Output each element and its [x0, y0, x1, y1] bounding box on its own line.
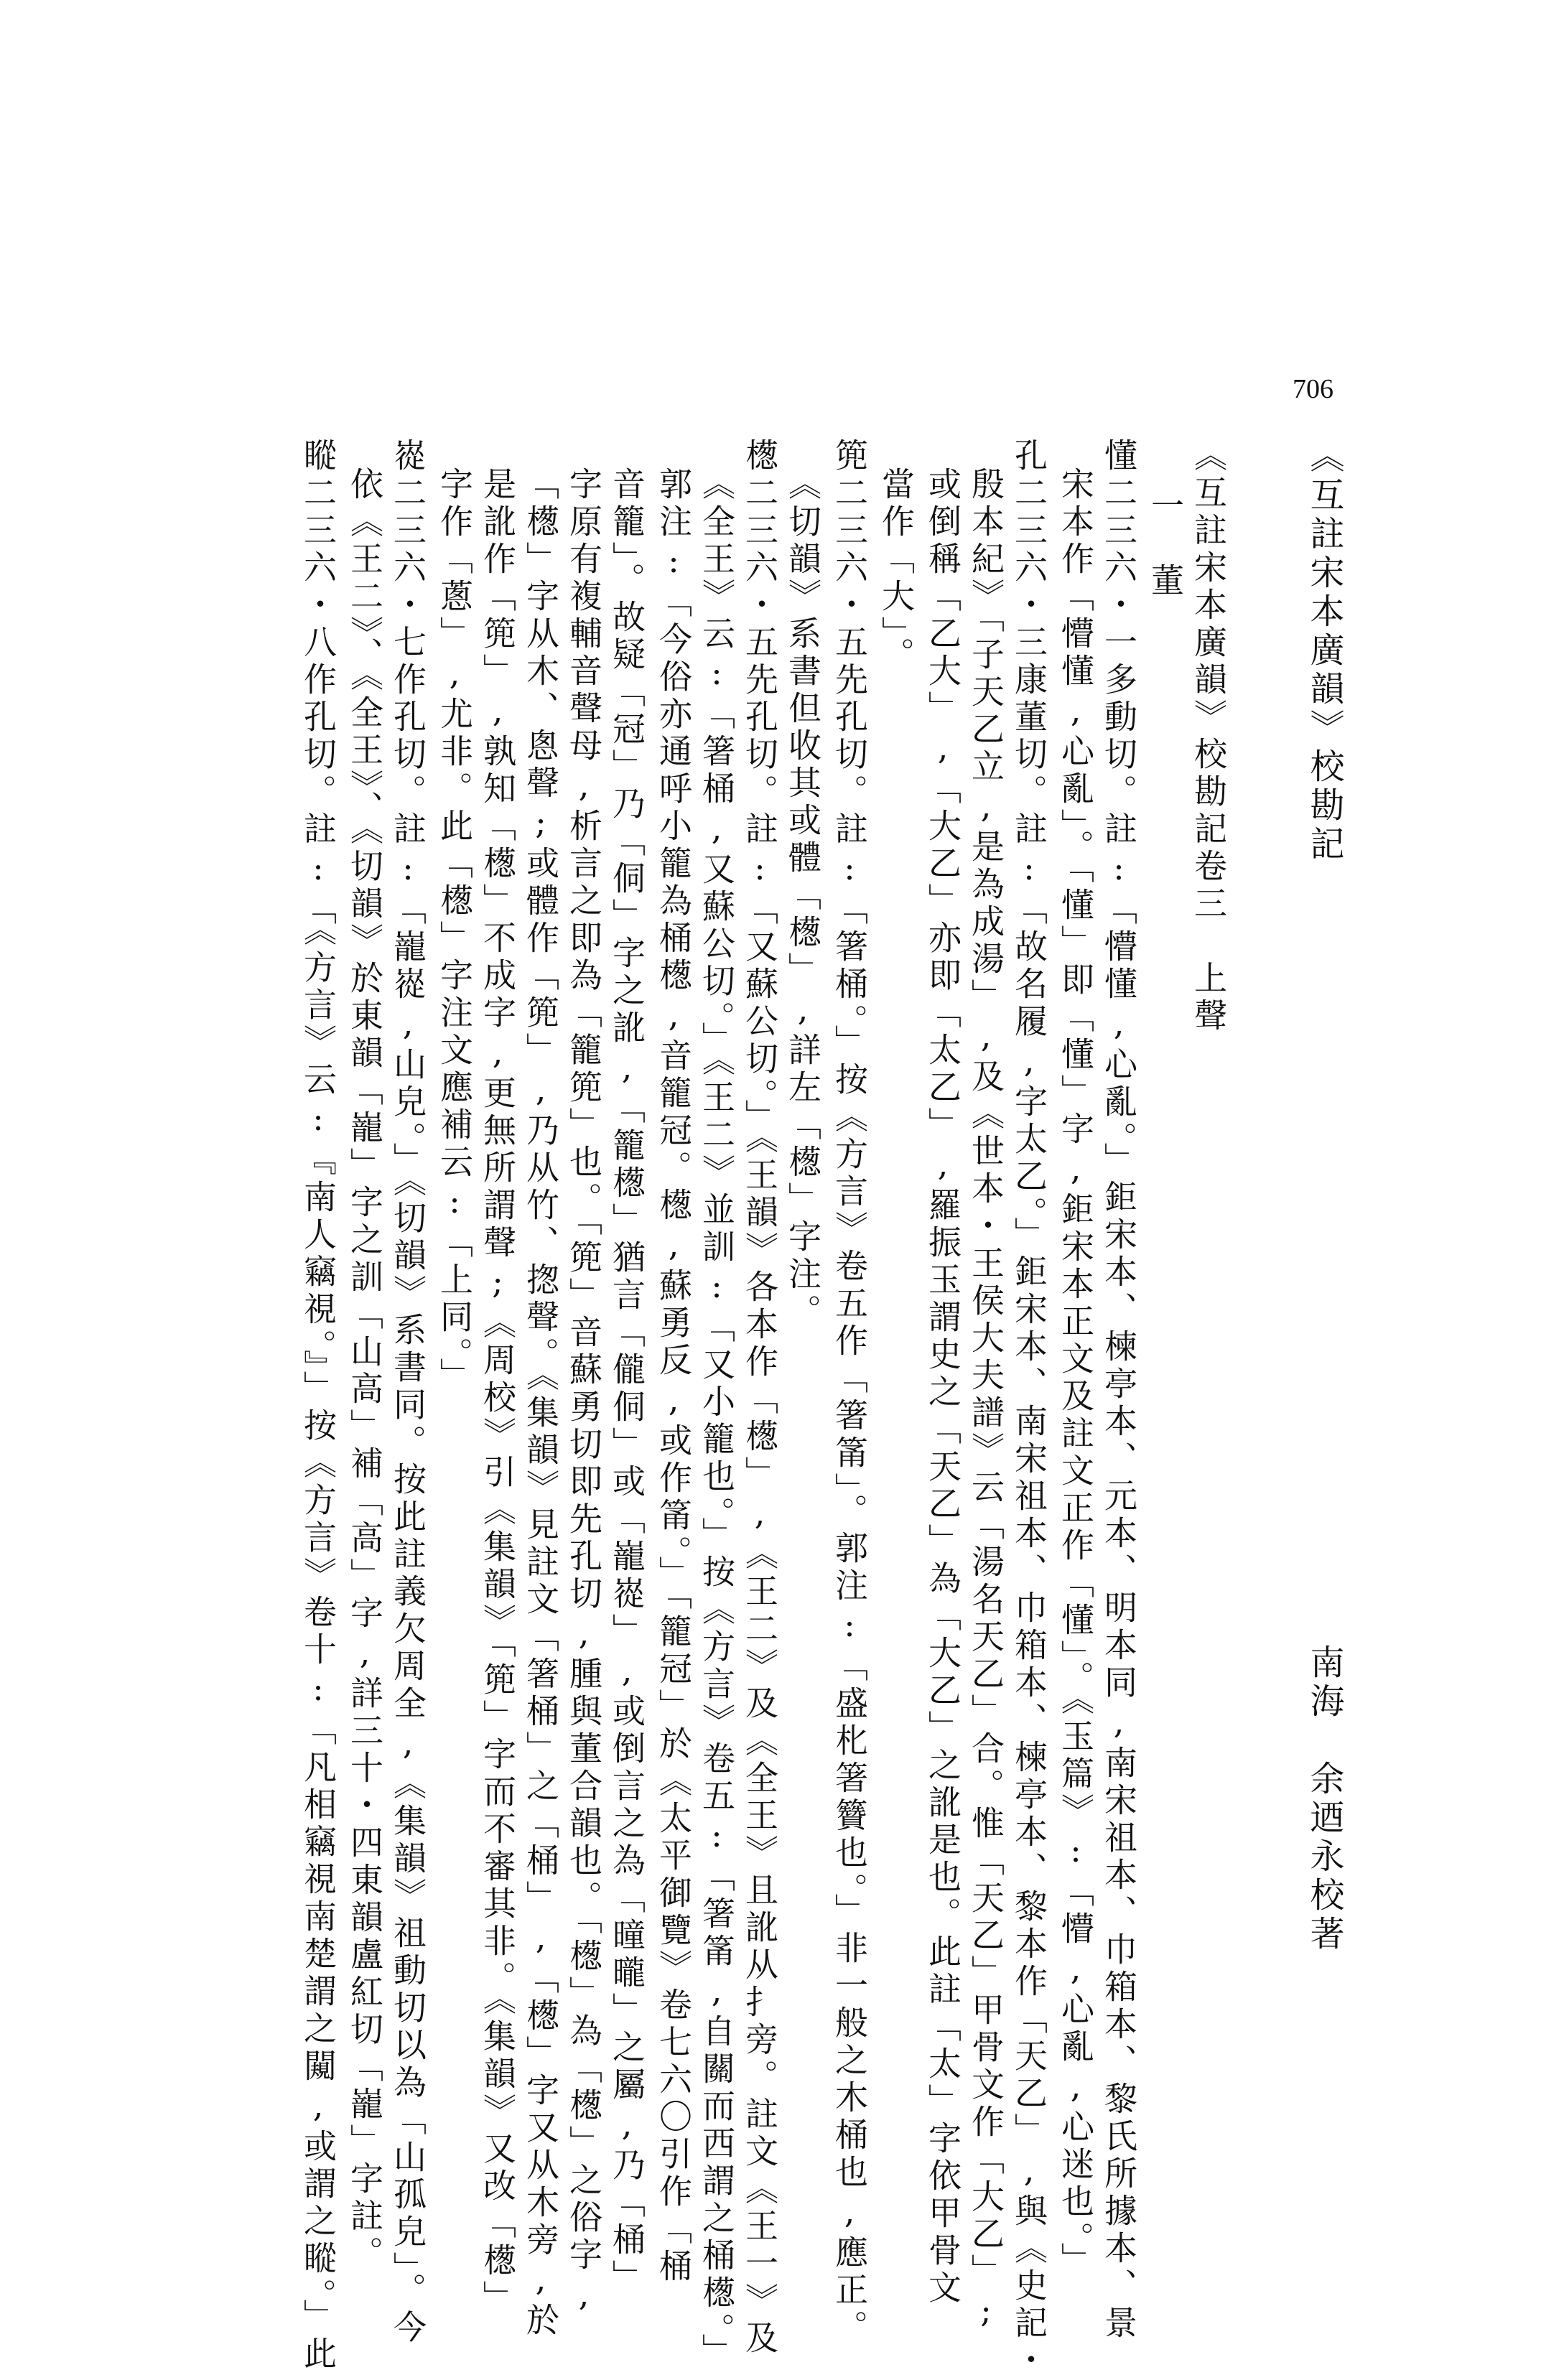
text-column-19: 瞛二三六・八作孔切。註:「《方言》云:『南人竊視。』」按《方言》卷十:「凡相竊視南楚謂之闚,或謂之瞛。」此	[299, 438, 337, 2374]
text-column-15: 是訛作「篼」,孰知「檧」不成字,更無所謂聲;《周校》引《集韻》「篼」字而不審其非。《集韻》又改「檧」	[478, 467, 517, 2318]
text-column-14: 「檧」字从木、悤聲;或體作「篼」,乃从竹、揔聲。《集韻》見註文「箸桶」之「桶」,「檧」字又从木旁,於	[521, 467, 560, 2340]
chapter-heading: 《互註宋本廣韻》校勘記卷三 上聲	[1189, 438, 1228, 1035]
text-column-1: 懂二三六・一多動切。註:「懵懂,心亂。」鉅宋本、楝亭本、元本、明本同,南宋祖本、巾箱本、黎氏所據本、景	[1099, 438, 1138, 2343]
text-column-4: 殷本紀》「子天乙立,是為成湯」,及《世本・王侯大夫譜》云「湯名天乙」合。惟「天乙」甲骨文作「大乙」;	[967, 467, 1005, 2334]
text-column-18: 依《王二》、《全王》、《切韻》於東韻「巃」字之訓「山高」補「高」字,詳三十・四東韻盧紅切「巃」字註。	[345, 467, 384, 2273]
text-column-13: 字原有複輔音聲母,析言之即為「籠篼」也。「篼」音蘇勇切即先孔切,腫與董合韻也。「檧」為「檧」之俗字,	[564, 467, 603, 2318]
section-heading: 一 董	[1146, 488, 1185, 600]
text-column-6: 當作「大」。	[877, 467, 916, 674]
text-column-9: 檧二三六・五先孔切。註:「又蘇公切。」《王韻》各本作「檧」,《王二》及《全王》且訛从扌旁。註文《王一》及	[740, 438, 779, 2358]
text-column-16: 字作「蔥」,尤非。此「檧」字注文應補云:「上同。」	[435, 467, 474, 1395]
text-column-17: 嵸二三六・七作孔切。註:「巃嵸,山皃。」《切韻》系書同。按此註義欠周全,《集韻》祖動切以為「山孤皃」。今	[388, 438, 427, 2347]
text-column-12: 音籠」。故疑「冠」乃「侗」字之訛,「籠檧」猶言「儱侗」或「巃嵸」,或倒言之為「曈曨」之屬,乃「桶」	[607, 467, 646, 2297]
book-title: 《互註宋本廣韻》校勘記	[1304, 438, 1344, 864]
text-column-8: 《切韻》系書但收其或體「檧」,詳左「檧」字注。	[783, 467, 822, 1331]
text-column-3: 孔二三六・三康董切。註:「故名履,字太乙。」鉅宋本、南宋祖本、巾箱本、楝亭本、黎本作「天乙」,與《史記・	[1010, 438, 1048, 2380]
text-column-5: 或倒稱「乙大」,「大乙」亦即「太乙」,羅振玉謂史之「天乙」為「大乙」之訛是也。此註「太」字依甲骨文	[923, 467, 962, 2307]
text-column-10: 《全王》云:「箸桶,又蘇公切。」《王二》並訓:「又小籠也。」按《方言》卷五:「箸筩,自關而西謂之桶檧。」	[697, 467, 736, 2371]
page-number: 706	[1293, 374, 1333, 404]
text-column-2: 宋本作「懵懂,心亂」。「懂」即「懂」字,鉅宋本正文及註文正作「懂」。《玉篇》:「懵,心亂,心迷也。」	[1056, 467, 1095, 2279]
text-column-7: 篼二三六・五先孔切。註:「箸桶。」按《方言》卷五作「箸筩」。郭注:「盛朼箸籫也。」非一般之木桶也,應正。	[830, 438, 869, 2347]
author-line: 南海 余迺永校著	[1304, 1644, 1344, 1954]
text-column-11: 郭注:「今俗亦通呼小籠為桶檧,音籠冠。檧,蘇勇反,或作筩。」「籠冠」於《太平御覽》卷七六〇引作「桶	[654, 467, 693, 2286]
